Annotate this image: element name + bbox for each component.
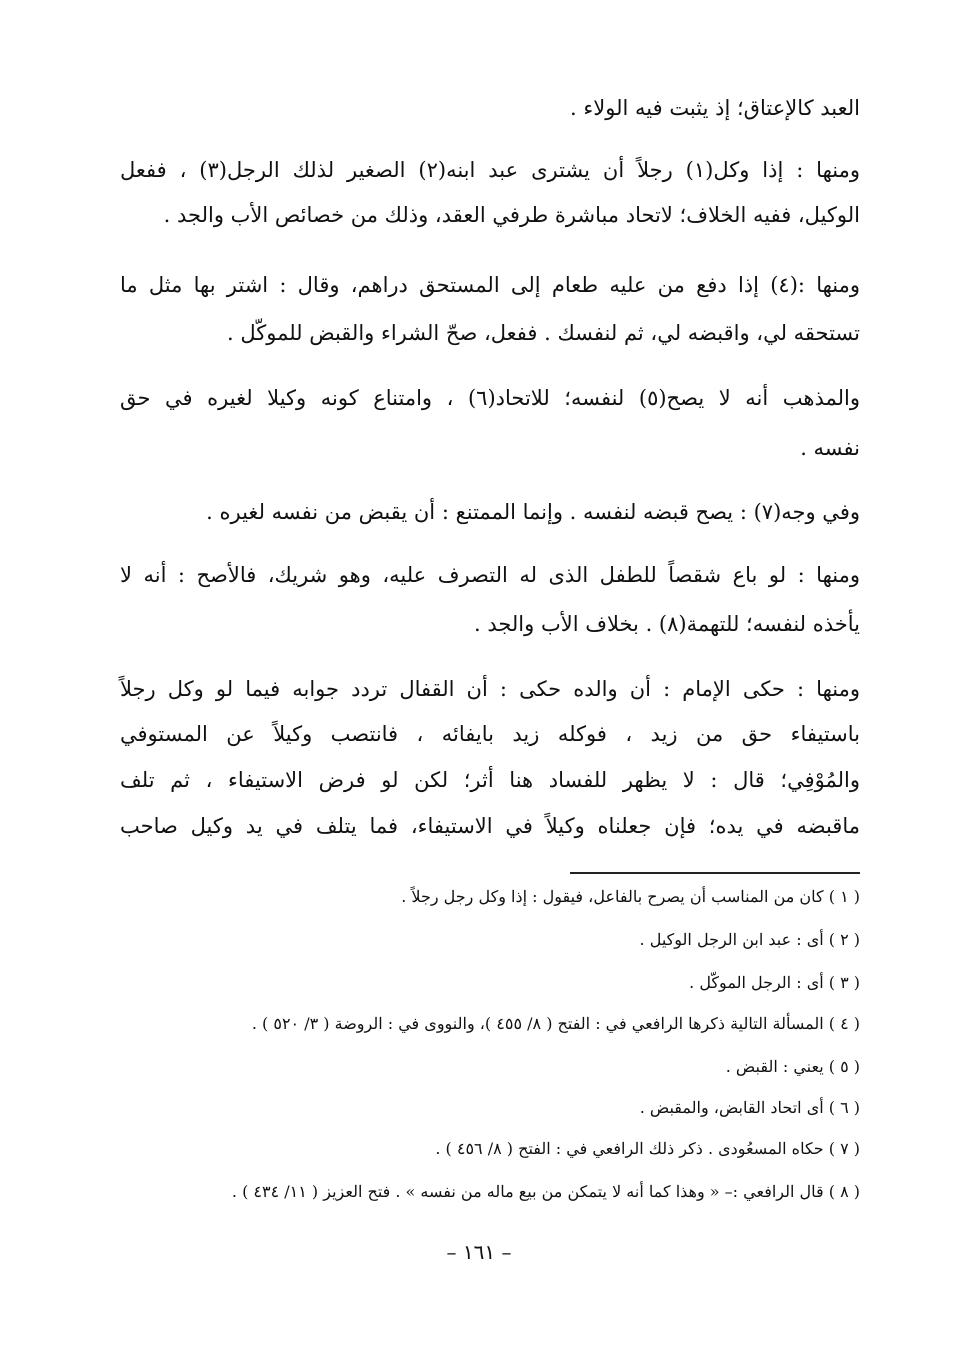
text-line-5: تستحقه لي، واقبضه لي، ثم لنفسك . ففعل، صحّ الشراء والقبض للموكّل . — [226, 321, 860, 345]
footnote-6: ( ٦ ) أى اتحاد القابض، والمقبض . — [639, 1098, 860, 1117]
text-line-1: العبد كالإعتاق؛ إذ يثبت فيه الولاء . — [570, 96, 860, 120]
footnote-4: ( ٤ ) المسألة التالية ذكرها الرافعي في : الفتح ( ٨/ ٤٥٥ )، والنووى في : الروضة ( ٣/ ٥٢٠ ) . — [251, 1014, 860, 1033]
text-line-3: الوكيل، ففيه الخلاف؛ لاتحاد مباشرة طرفي العقد، وذلك من خصائص الأب والجد . — [163, 203, 860, 227]
text-line-4: ومنها :(٤) إذا دفع من عليه طعام إلى المستحق دراهم، وقال : اشتر بها مثل ما — [120, 273, 860, 297]
text-line-7: نفسه . — [800, 436, 860, 460]
text-line-12: باستيفاء حق من زيد ، فوكله زيد بايفائه ، فانتصب وكيلاً عن المستوفي — [120, 722, 860, 746]
text-line-11: ومنها : حكى الإمام : أن والده حكى : أن القفال تردد جوابه فيما لو وكل رجلاً — [120, 677, 860, 701]
footnote-2: ( ٢ ) أى : عبد ابن الرجل الوكيل . — [639, 930, 860, 949]
text-line-10: يأخذه لنفسه؛ للتهمة(٨) . بخلاف الأب والجد . — [473, 612, 860, 636]
footnote-5: ( ٥ ) يعني : القبض . — [725, 1057, 860, 1076]
text-line-13: والمُوْفِي؛ قال : لا يظهر للفساد هنا أثر؛ لكن لو فرض الاستيفاء ، ثم تلف — [120, 768, 860, 792]
text-line-14: ماقبضه في يده؛ فإن جعلناه وكيلاً في الاستيفاء، فما يتلف في يد وكيل صاحب — [120, 814, 860, 838]
footnote-7: ( ٧ ) حكاه المسعُودى . ذكر ذلك الرافعي في : الفتح ( ٨/ ٤٥٦ ) . — [435, 1139, 860, 1158]
footnote-8: ( ٨ ) قال الرافعي :– « وهذا كما أنه لا يتمكن من بيع ماله من نفسه » . فتح العزيز ( ١١/ ٤٣٤ ) . — [231, 1182, 860, 1201]
text-line-6: والمذهب أنه لا يصح(٥) لنفسه؛ للاتحاد(٦) ، وامتناع كونه وكيلا لغيره في حق — [120, 386, 860, 410]
text-line-2: ومنها : إذا وكل(١) رجلاً أن يشترى عبد ابنه(٢) الصغير لذلك الرجل(٣) ، ففعل — [120, 158, 860, 182]
text-line-9: ومنها : لو باع شقصاً للطفل الذى له التصرف عليه، وهو شريك، فالأصح : أنه لا — [120, 563, 860, 587]
page-number: – ١٦١ – — [446, 1240, 512, 1264]
footnote-3: ( ٣ ) أى : الرجل الموكّل . — [689, 973, 860, 992]
footnote-separator — [570, 872, 860, 874]
footnote-1: ( ١ ) كان من المناسب أن يصرح بالفاعل، فيقول : إذا وكل رجل رجلاً . — [401, 887, 860, 906]
text-line-8: وفي وجه(٧) : يصح قبضه لنفسه . وإنما الممتنع : أن يقبض من نفسه لغيره . — [206, 500, 860, 524]
